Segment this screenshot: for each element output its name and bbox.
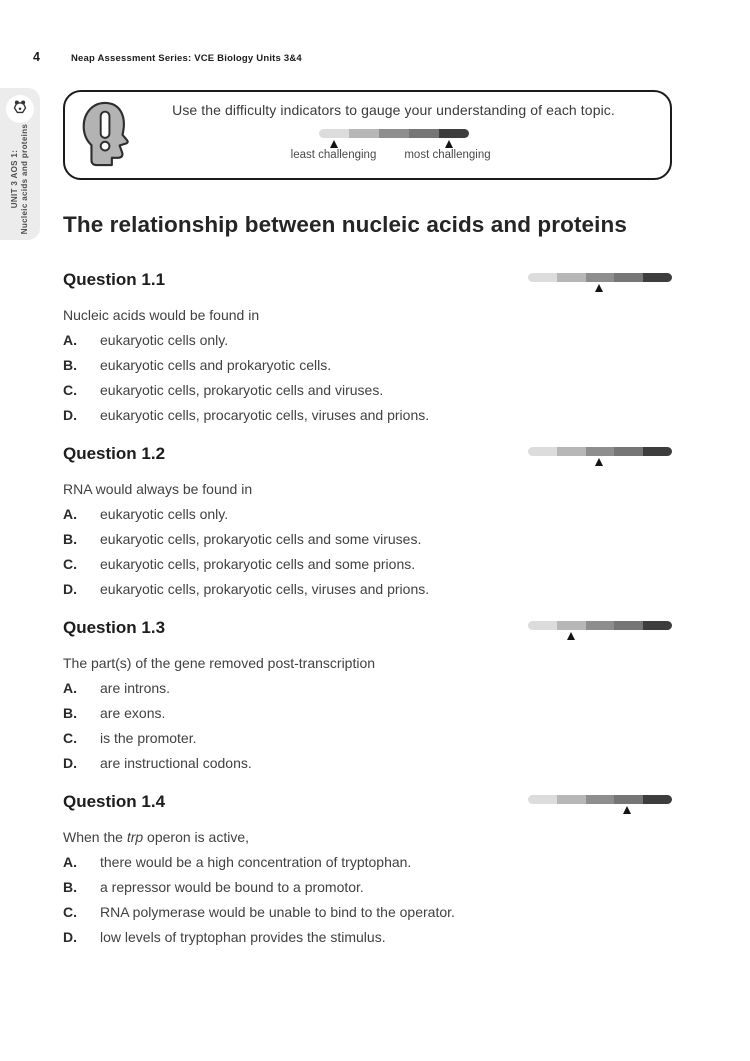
difficulty-bar bbox=[528, 795, 672, 804]
question-stem: Nucleic acids would be found in bbox=[63, 307, 260, 323]
option-letter: A. bbox=[63, 332, 77, 348]
page-header bbox=[33, 50, 302, 64]
unit-tab-label-line1: UNIT 3 AOS 1: bbox=[9, 149, 19, 209]
unit-tab-label-line2: Nucleic acids and proteins bbox=[20, 123, 29, 235]
option-text: are instructional codons. bbox=[100, 755, 252, 771]
option-letter: A. bbox=[63, 854, 77, 870]
options-list bbox=[63, 679, 672, 773]
option-letter: A. bbox=[63, 506, 77, 522]
question-label: Question 1.3 bbox=[63, 618, 166, 637]
unit-tab-label bbox=[0, 120, 40, 238]
difficulty-legend bbox=[290, 129, 491, 169]
question-stem: RNA would always be found in bbox=[63, 481, 253, 497]
option-text: eukaryotic cells and prokaryotic cells. bbox=[100, 357, 332, 373]
question-difficulty bbox=[528, 621, 672, 641]
option-text: eukaryotic cells, prokaryotic cells and some viruses. bbox=[100, 531, 422, 547]
difficulty-bar bbox=[528, 621, 672, 630]
option-letter: A. bbox=[63, 680, 77, 696]
option-text: there would be a high concentration of tryptophan. bbox=[100, 854, 412, 870]
option-row bbox=[63, 853, 672, 872]
question-block bbox=[63, 270, 672, 425]
question-block bbox=[63, 444, 672, 599]
most-challenging-label: most challenging bbox=[404, 148, 491, 161]
legend-bar bbox=[319, 129, 469, 138]
options-list bbox=[63, 331, 672, 425]
option-row bbox=[63, 903, 672, 922]
unit-tab-circle bbox=[6, 95, 34, 123]
option-text: are exons. bbox=[100, 705, 166, 721]
difficulty-bar bbox=[528, 273, 672, 282]
question-label: Question 1.2 bbox=[63, 444, 166, 463]
option-letter: D. bbox=[63, 407, 77, 423]
series-title: Neap Assessment Series: VCE Biology Units 3&4 bbox=[70, 53, 302, 64]
page-number: 4 bbox=[33, 50, 40, 64]
option-letter: D. bbox=[63, 581, 77, 597]
option-letter: D. bbox=[63, 929, 77, 945]
option-row bbox=[63, 580, 672, 599]
option-row bbox=[63, 555, 672, 574]
option-row bbox=[63, 530, 672, 549]
option-letter: D. bbox=[63, 755, 77, 771]
option-letter: C. bbox=[63, 382, 77, 398]
option-text: eukaryotic cells, prokaryotic cells and some prions. bbox=[100, 556, 416, 572]
option-row bbox=[63, 381, 672, 400]
option-letter: B. bbox=[63, 357, 77, 373]
question-label: Question 1.1 bbox=[63, 270, 166, 289]
main-content bbox=[63, 212, 672, 966]
option-letter: C. bbox=[63, 730, 77, 746]
option-row bbox=[63, 505, 672, 524]
option-letter: B. bbox=[63, 879, 77, 895]
option-row bbox=[63, 406, 672, 425]
option-text: eukaryotic cells, prokaryotic cells, viruses and prions. bbox=[100, 581, 430, 597]
option-letter: C. bbox=[63, 556, 77, 572]
least-challenging-marker bbox=[330, 140, 338, 148]
unit-tab bbox=[0, 88, 40, 240]
question-stem: When the trp operon is active, bbox=[63, 829, 250, 845]
section-title: The relationship between nucleic acids and proteins bbox=[63, 212, 627, 237]
question-stem: The part(s) of the gene removed post-transcription bbox=[63, 655, 376, 671]
options-list bbox=[63, 505, 672, 599]
questions-list bbox=[63, 270, 672, 947]
option-text: RNA polymerase would be unable to bind to the operator. bbox=[100, 904, 455, 920]
least-challenging-label: least challenging bbox=[290, 148, 377, 161]
question-difficulty bbox=[528, 273, 672, 293]
option-text: low levels of tryptophan provides the stimulus. bbox=[100, 929, 386, 945]
difficulty-legend-group bbox=[135, 102, 652, 169]
question-header bbox=[63, 270, 672, 293]
option-row bbox=[63, 754, 672, 773]
option-text: eukaryotic cells only. bbox=[100, 506, 229, 522]
option-row bbox=[63, 679, 672, 698]
option-row bbox=[63, 331, 672, 350]
option-text: is the promoter. bbox=[100, 730, 197, 746]
question-label: Question 1.4 bbox=[63, 792, 166, 811]
difficulty-info-box bbox=[63, 90, 672, 180]
option-row bbox=[63, 878, 672, 897]
option-text: eukaryotic cells, prokaryotic cells and viruses. bbox=[100, 382, 384, 398]
question-header bbox=[63, 618, 672, 641]
head-alert-icon bbox=[79, 101, 135, 172]
question-header bbox=[63, 444, 672, 467]
difficulty-marker bbox=[595, 458, 603, 466]
difficulty-marker bbox=[567, 632, 575, 640]
molecule-icon bbox=[11, 98, 29, 121]
question-difficulty bbox=[528, 795, 672, 815]
most-challenging-marker bbox=[445, 140, 453, 148]
difficulty-marker bbox=[623, 806, 631, 814]
option-letter: B. bbox=[63, 705, 77, 721]
option-text: eukaryotic cells, procaryotic cells, viruses and prions. bbox=[100, 407, 430, 423]
option-row bbox=[63, 356, 672, 375]
question-block bbox=[63, 792, 672, 947]
option-row bbox=[63, 729, 672, 748]
option-text: a repressor would be bound to a promotor. bbox=[100, 879, 364, 895]
question-difficulty bbox=[528, 447, 672, 467]
option-text: are introns. bbox=[100, 680, 171, 696]
question-block bbox=[63, 618, 672, 773]
question-header bbox=[63, 792, 672, 815]
difficulty-bar bbox=[528, 447, 672, 456]
option-text: eukaryotic cells only. bbox=[100, 332, 229, 348]
option-letter: C. bbox=[63, 904, 77, 920]
option-row bbox=[63, 704, 672, 723]
options-list bbox=[63, 853, 672, 947]
option-letter: B. bbox=[63, 531, 77, 547]
difficulty-marker bbox=[595, 284, 603, 292]
option-row bbox=[63, 928, 672, 947]
difficulty-info-text: Use the difficulty indicators to gauge your understanding of each topic. bbox=[172, 101, 615, 118]
